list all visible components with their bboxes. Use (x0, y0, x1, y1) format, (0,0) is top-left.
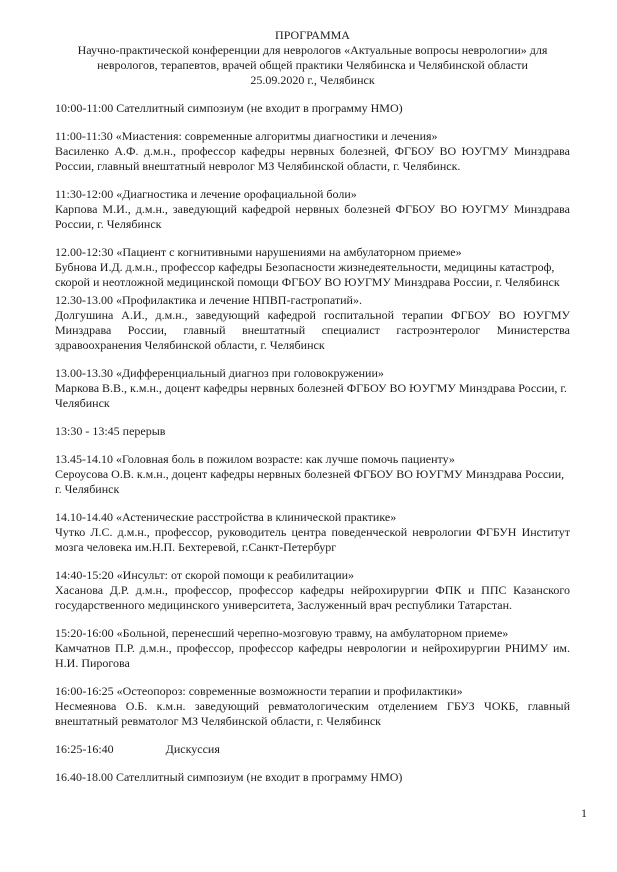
entry-title: «Остеопороз: современные возможности терапии и профилактики» (116, 684, 463, 698)
schedule (55, 101, 570, 785)
schedule-entry (55, 510, 570, 555)
page-number: 1 (581, 806, 587, 820)
entry-speaker: Долгушина А.И., д.м.н., заведующий кафедрой госпитальной терапии ФГБОУ ВО ЮУГМУ Минздрава России, главный внештатный специалист гастроэнтеролог Министерства здравоохранения Челябинской области, г. Челябинск (55, 308, 570, 352)
schedule-entry (55, 424, 570, 439)
schedule-entry (55, 626, 570, 671)
schedule-entry (55, 452, 570, 497)
document-header (55, 28, 570, 88)
entry-title: «Головная боль в пожилом возрасте: как лучше помочь пациенту» (116, 452, 455, 466)
entry-title: Сателлитный симпозиум (не входит в программу НМО) (116, 101, 403, 115)
entry-speaker: Бубнова И.Д. д.м.н., профессор кафедры Безопасности жизнедеятельности, медицины катастроф, скорой и неотложной медицинской помощи ФГБОУ ВО ЮУГМУ Минздрава России, г. Челябинск (55, 260, 560, 289)
entry-speaker: Хасанова Д.Р. д.м.н., профессор, профессор кафедры нейрохирургии ФПК и ППС Казанского государственного медицинского университета, Заслуженный врач республики Татарстан. (55, 583, 570, 612)
schedule-entry (55, 187, 570, 232)
doc-subtitle: Научно-практической конференции для неврологов «Актуальные вопросы неврологии» для неврологов, терапевтов, врачей общей практики Челябинска и Челябинской области (77, 43, 548, 72)
entry-time: 12.00-12:30 (55, 245, 114, 259)
entry-speaker: Сероусова О.В. к.м.н., доцент кафедры нервных болезней ФГБОУ ВО ЮУГМУ Минздрава России, г. Челябинск (55, 467, 565, 496)
entry-title: «Пациент с когнитивными нарушениями на амбулаторном приеме» (116, 245, 462, 259)
schedule-entry (55, 293, 570, 353)
schedule-entry (55, 366, 570, 411)
entry-time: 11:00-11:30 (55, 129, 113, 143)
entry-speaker: Чутко Л.С. д.м.н., профессор, руководитель центра поведенческой неврологии ФГБУН Институт мозга человека им.Н.П. Бехтеревой, г.Санкт-Петербург (55, 525, 570, 554)
entry-speaker: Камчатнов П.Р. д.м.н., профессор, профессор кафедры неврологии и нейрохирургии РНИМУ им. Н.И. Пирогова (55, 641, 570, 670)
schedule-entry (55, 245, 570, 290)
schedule-entry (55, 770, 570, 785)
entry-title: «Больной, перенесший черепно-мозговую травму, на амбулаторном приеме» (116, 626, 509, 640)
entry-time: 14:40-15:20 (55, 568, 114, 582)
entry-time: 15:20-16:00 (55, 626, 114, 640)
entry-title: перерыв (122, 424, 166, 438)
entry-time: 13:30 - 13:45 (55, 424, 120, 438)
doc-title: ПРОГРАММА (275, 28, 350, 42)
entry-title: «Астенические расстройства в клинической практике» (116, 510, 397, 524)
entry-title: «Миастения: современные алгоритмы диагностики и лечения» (115, 129, 438, 143)
entry-time: 12.30-13.00 (55, 293, 113, 307)
entry-time: 13.45-14.10 (55, 452, 113, 466)
entry-title: Сателлитный симпозиум (не входит в программу НМО) (116, 770, 403, 784)
schedule-entry (55, 742, 570, 757)
entry-title: Дискуссия (165, 742, 220, 756)
entry-speaker: Василенко А.Ф. д.м.н., профессор кафедры нервных болезней, ФГБОУ ВО ЮУГМУ Минздрава России, главный внештатный невролог МЗ Челябинской области, г. Челябинск. (55, 144, 570, 173)
entry-time: 16:00-16:25 (55, 684, 114, 698)
schedule-entry (55, 101, 570, 116)
entry-title: «Профилактика и лечение НПВП-гастропатий». (116, 293, 362, 307)
entry-time: 16.40-18.00 (55, 770, 113, 784)
entry-time: 11:30-12:00 (55, 187, 114, 201)
entry-time: 10:00-11:00 (55, 101, 114, 115)
entry-time: 14.10-14.40 (55, 510, 113, 524)
entry-speaker: Маркова В.В., к.м.н., доцент кафедры нервных болезней ФГБОУ ВО ЮУГМУ Минздрава России, г. Челябинск (55, 381, 567, 410)
entry-speaker: Карпова М.И., д.м.н., заведующий кафедрой нервных болезней ФГБОУ ВО ЮУГМУ Минздрава России, г. Челябинск (55, 202, 570, 231)
entry-time: 16:25-16:40 (55, 742, 114, 756)
entry-time: 13.00-13.30 (55, 366, 113, 380)
schedule-entry (55, 129, 570, 174)
doc-date: 25.09.2020 г., Челябинск (250, 73, 375, 87)
entry-title: «Инсульт: от скорой помощи к реабилитации» (116, 568, 355, 582)
entry-speaker: Несмеянова О.Б. к.м.н. заведующий ревматологическим отделением ГБУЗ ЧОКБ, главный внештатный ревматолог МЗ Челябинской области, г. Челябинск (55, 699, 570, 728)
schedule-entry (55, 568, 570, 613)
entry-title: «Диагностика и лечение орофациальной боли» (116, 187, 357, 201)
entry-title: «Дифференциальный диагноз при головокружении» (116, 366, 384, 380)
schedule-entry (55, 684, 570, 729)
